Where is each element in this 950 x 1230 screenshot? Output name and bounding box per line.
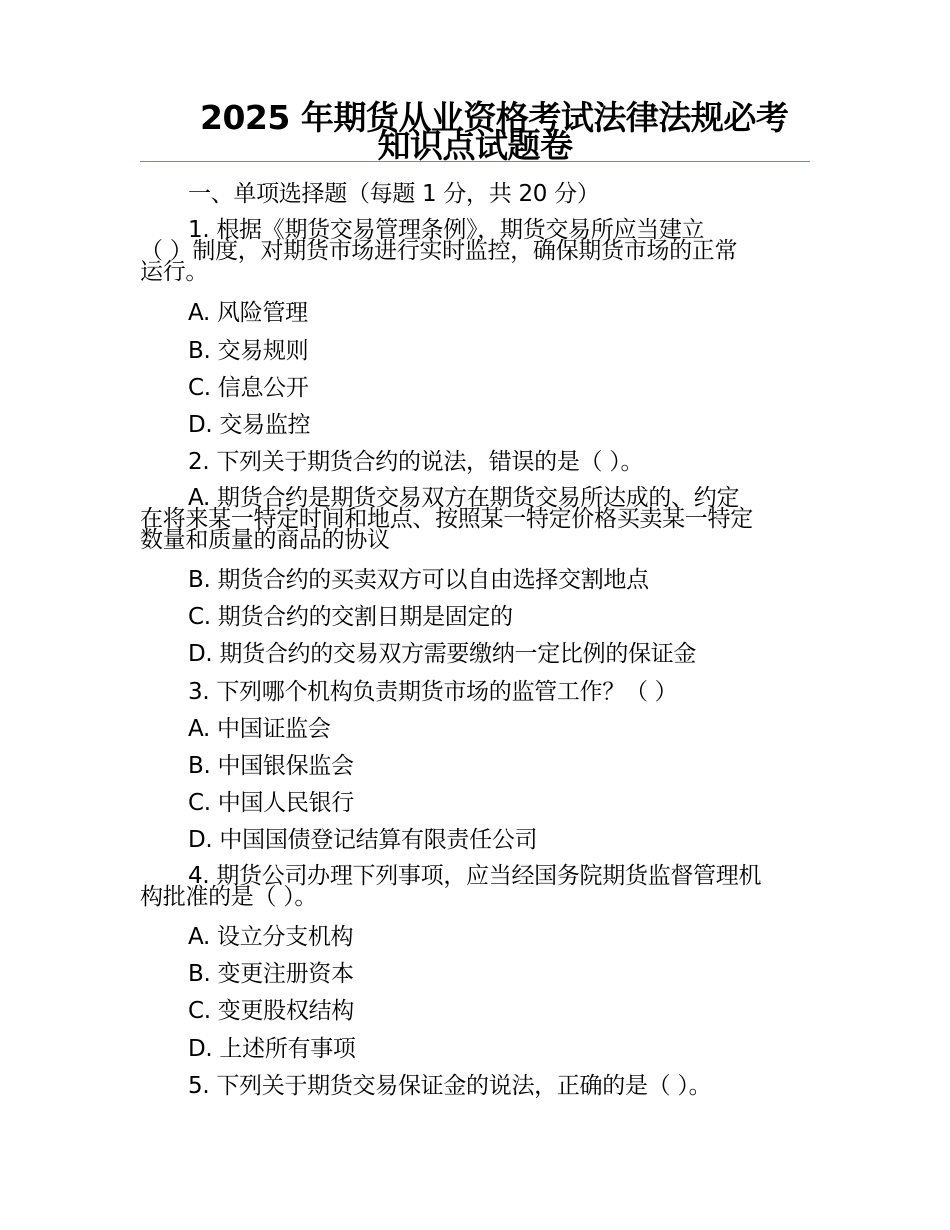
question-4-option-a: A. 设立分支机构 xyxy=(188,924,354,950)
title-divider xyxy=(140,161,810,162)
question-4-stem xyxy=(140,863,812,910)
question-1-stem xyxy=(140,217,812,285)
question-5-stem: 5. 下列关于期货交易保证金的说法，正确的是（ ）。 xyxy=(188,1073,712,1099)
question-4-stem-line: 4. 期货公司办理下列事项，应当经国务院期货监督管理机 xyxy=(188,863,762,889)
question-3-stem: 3. 下列哪个机构负责期货市场的监管工作？（ ） xyxy=(188,679,678,705)
question-1-stem-line: （ ）制度，对期货市场进行实时监控，确保期货市场的正常 xyxy=(140,238,738,264)
question-3-option-a: A. 中国证监会 xyxy=(188,716,331,742)
question-1-stem-line: 1. 根据《期货交易管理条例》，期货交易所应当建立 xyxy=(188,217,705,243)
question-4-option-d: D. 上述所有事项 xyxy=(188,1036,356,1062)
page-title xyxy=(140,98,810,165)
question-2-option-b: B. 期货合约的买卖双方可以自由选择交割地点 xyxy=(188,567,649,593)
question-2-option-d: D. 期货合约的交易双方需要缴纳一定比例的保证金 xyxy=(188,641,697,667)
question-4-stem-line: 构批准的是（ ）。 xyxy=(140,884,318,910)
question-1-option-b: B. 交易规则 xyxy=(188,338,309,364)
question-3-option-c: C. 中国人民银行 xyxy=(188,790,354,816)
question-2-option-c: C. 期货合约的交割日期是固定的 xyxy=(188,604,513,630)
question-2-option-a xyxy=(140,485,812,553)
question-2-stem: 2. 下列关于期货合约的说法，错误的是（ ）。 xyxy=(188,449,644,475)
title-line-1: 2025 年期货从业资格考试法律法规必考 xyxy=(200,98,789,137)
question-2-option-a-line: 数量和质量的商品的协议 xyxy=(140,527,390,553)
question-1-stem-line: 运行。 xyxy=(140,259,209,285)
question-1-option-d: D. 交易监控 xyxy=(188,412,311,438)
question-4-option-b: B. 变更注册资本 xyxy=(188,961,354,987)
question-3-option-d: D. 中国国债登记结算有限责任公司 xyxy=(188,827,538,853)
question-2-option-a-line: 在将来某一特定时间和地点、按照某一特定价格买卖某一特定 xyxy=(140,506,753,532)
question-1-option-a: A. 风险管理 xyxy=(188,300,308,326)
title-line-2: 知识点试题卷 xyxy=(377,126,573,165)
question-4-option-c: C. 变更股权结构 xyxy=(188,998,354,1024)
question-2-option-a-line: A. 期货合约是期货交易双方在期货交易所达成的、约定 xyxy=(188,485,740,511)
section-heading: 一、单项选择题（每题 1 分，共 20 分） xyxy=(188,181,600,207)
question-3-option-b: B. 中国银保监会 xyxy=(188,753,354,779)
question-1-option-c: C. 信息公开 xyxy=(188,375,309,401)
